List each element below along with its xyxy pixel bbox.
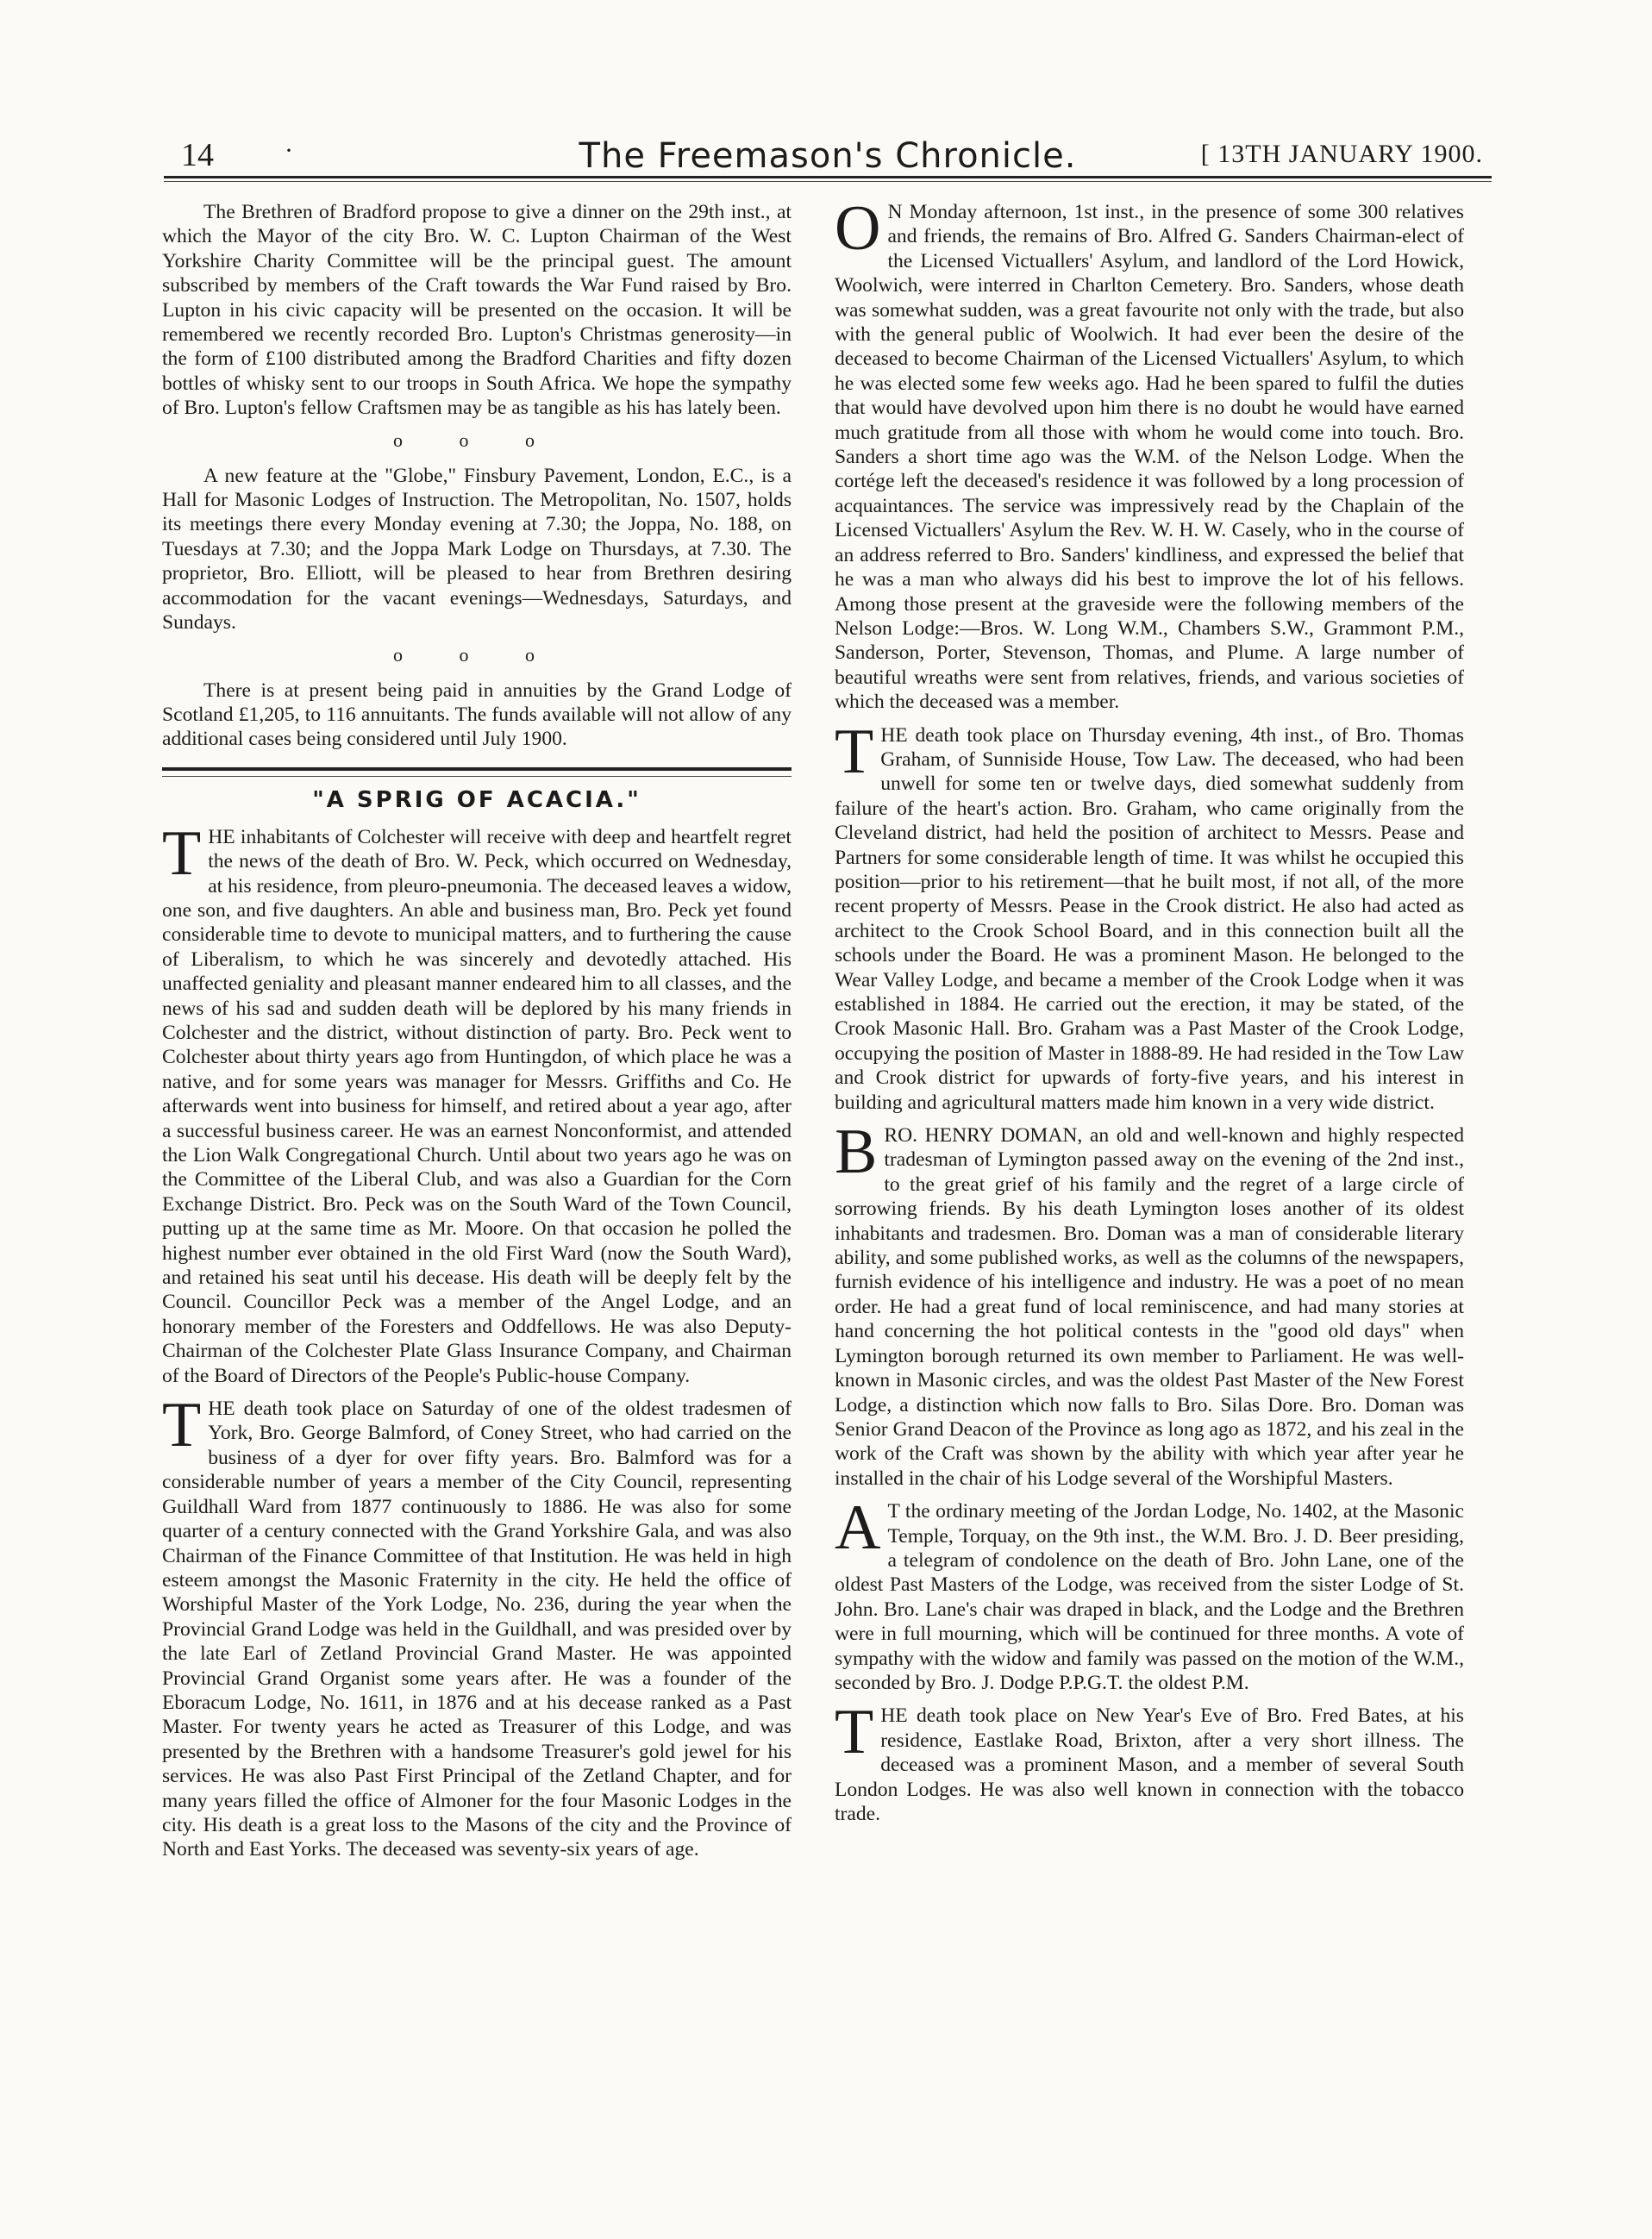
obituary-peck: THE inhabitants of Colchester will receive with deep and heartfelt regret the news of the death of Bro. W. Peck, which occurred on Wednesday, at his residence, from pleuro-pneumonia. The deceased leaves a widow, one son, and five daughters. An able and business man, Bro. Peck yet found considerable time to devote to municipal matters, and to furthering the cause of Liberalism, to which he was sincerely and devotedly attached. His unaffected geniality and pleasant manner endeared him to all classes, and the news of his sad and sudden death will be deplored by his many friends in Colchester and the district, without distinction of party. Bro. Peck went to Colchester about thirty years ago from Huntingdon, of which place he was a native, and for some years was manager for Messrs. Griffiths and Co. He afterwards went into business for himself, and retired about a year ago, after a successful business career. He was an earnest Nonconformist, and attended the Lion Walk Congregational Church. Until about two years ago he was on the Committee of the Liberal Club, and was also a Guardian for the Corn Exchange District. Bro. Peck was on the South Ward of the Town Council, putting up at the same time as Mr. Moore. On that occasion he polled the highest number ever obtained in the old First Ward (now the South Ward), and retained his seat until his decease. His death will be deeply felt by the Council. Councillor Peck was a member of the Angel Lodge, and an honorary member of the Foresters and Oddfellows. He was also Deputy-Chairman of the Colchester Plate Glass Insurance Company, and Chairman of the Board of Directors of the People's Public-house Company. — [162, 817, 792, 1387]
separator-dots: o o o — [393, 428, 560, 451]
page-number: 14 — [181, 137, 214, 173]
header-dot: · — [285, 136, 293, 165]
left-column — [162, 200, 792, 1871]
article-jordan-lodge: AT the ordinary meeting of the Jordan Lodge, No. 1402, at the Masonic Temple, Torquay, on the 9th inst., the W.M. Bro. J. D. Beer presiding, a telegram of condolence on the death of Bro. John Lane, one of the oldest Past Masters of the Lodge, was received from the sister Lodge of St. John. Bro. Lane's chair was draped in black, and the Lodge and the Brethren were in full mourning, which will be continued for three months. A vote of sympathy with the widow and family was passed on the motion of the W.M., seconded by Bro. J. Dodge P.P.G.T. the oldest P.M. — [835, 1492, 1464, 1694]
section-rule-thin — [162, 776, 792, 777]
page-header — [164, 136, 1492, 179]
obituary-doman: BRO. HENRY DOMAN, an old and well-known and highly respected tradesman of Lymington passed away on the evening of the 2nd inst., to the great grief of his family and the regret of a large circle of sorrowing friends. By his death Lymington loses another of its oldest inhabitants and tradesmen. Bro. Doman was a man of considerable literary ability, and some published works, as well as the columns of the newspapers, furnish evidence of his intelligence and industry. He was a poet of no mean order. He had a great fund of local reminiscence, and had many stories at hand concerning the hot political contests in the "good old days" when Lymington borough returned its own member to Parliament. He was well-known in Masonic circles, and was the oldest Past Master of the New Forest Lodge, a distinction which now falls to Bro. Silas Dore. Bro. Doman was Senior Grand Deacon of the Province as long ago as 1872, and his zeal in the work of the Craft was shown by the ability with which year after year he installed in the chair of his Lodge several of the Worshipful Masters. — [835, 1116, 1464, 1490]
obituary-bates: THE death took place on New Year's Eve of Bro. Fred Bates, at his residence, Eastlake Road, Brixton, after a very short illness. The deceased was a prominent Mason, and a member of several South London Lodges. He was also well known in connection with the tobacco trade. — [835, 1697, 1464, 1825]
right-column — [835, 193, 1464, 1835]
section-rule — [162, 767, 792, 771]
header-rule-thin — [164, 181, 1492, 182]
obituary-sanders: ON Monday afternoon, 1st inst., in the presence of some 300 relatives and friends, the remains of Bro. Alfred G. Sanders Chairman-elect of the Licensed Victuallers' Asylum, and landlord of the Lord Howick, Woolwich, were interred in Charlton Cemetery. Bro. Sanders, whose death was somewhat sudden, was a great favourite not only with the trade, but also with the general public of Woolwich. It had ever been the desire of the deceased to become Chairman of the Licensed Victuallers' Asylum, to which he was elected some few weeks ago. Had he been spared to fulfil the duties that would have devolved upon him there is no doubt he would have earned much gratitude from all those with whom he would come into touch. Bro. Sanders a short time ago was the W.M. of the Nelson Lodge. When the cortége left the deceased's residence it was followed by a long procession of acquaintances. The service was impressively read by the Chaplain of the Licensed Victuallers' Asylum the Rev. W. H. W. Casely, who in the course of an address referred to Bro. Sanders' kindliness, and expressed the belief that he was a man who always did his best to improve the lot of his fellows. Among those present at the graveside were the following members of the Nelson Lodge:—Bros. W. Long W.M., Chambers S.W., Grammont P.M., Sanderson, Porter, Stevenson, Thomas, and Plume. A large number of beautiful wreaths were sent from relatives, friends, and various societies of which the deceased was a member. — [835, 193, 1464, 714]
separator-dots: o o o — [393, 643, 560, 666]
issue-date: [ 13TH JANUARY 1900. — [1200, 140, 1483, 168]
article-bradford-dinner: The Brethren of Bradford propose to give a dinner on the 29th inst., at which the Mayor of the city Bro. W. C. Lupton Chairman of the West Yorkshire Charity Committee will be the principal guest. The amount subscribed by members of the Craft towards the War Fund raised by Bro. Lupton in his civic capacity will be presented on the occasion. It will be remembered we recently recorded Bro. Lupton's Christmas generosity—in the form of £100 distributed among the Bradford Charities and fifty dozen bottles of whisky sent to our troops in South Africa. We hope the sympathy of Bro. Lupton's fellow Craftsmen may be as tangible as his has lately been. — [162, 201, 792, 420]
obituary-graham: THE death took place on Thursday evening, 4th inst., of Bro. Thomas Graham, of Sunniside House, Tow Law. The deceased, who had been unwell for some ten or twelve days, died somewhat suddenly from failure of the heart's action. Bro. Graham, who came originally from the Cleveland district, had held the position of architect to Messrs. Pease and Partners for some considerable length of time. It was whilst he occupied this position—prior to his retirement—that he built most, if not all, of the more recent property of Messrs. Pease in the Crook district. He also had acted as architect to the Crook School Board, and in this connection built all the schools under the Board. He was a prominent Mason. He belonged to the Wear Valley Lodge, and became a member of the Crook Lodge when it was established in 1884. He carried out the erection, it may be stated, of the Crook Masonic Hall. Bro. Graham was a Past Master of the Crook Lodge, occupying the position of Master in 1888-89. He had resided in the Tow Law and Crook district for upwards of forty-five years, and his interest in building and agricultural matters made him known in a very wide district. — [835, 716, 1464, 1114]
article-scotland-annuities: There is at present being paid in annuities by the Grand Lodge of Scotland £1,205, to 116 annuitants. The funds available will not allow of any additional cases being considered until July 1900. — [162, 679, 792, 751]
section-title: "A SPRIG OF ACACIA." — [312, 786, 641, 813]
masthead: The Freemason's Chronicle. — [579, 136, 1077, 176]
article-globe-hall: A new feature at the "Globe," Finsbury Pavement, London, E.C., is a Hall for Masonic Lodges of Instruction. The Metropolitan, No. 1507, holds its meetings there every Monday evening at 7.30; the Joppa, No. 188, on Tuesdays at 7.30; and the Joppa Mark Lodge on Thursdays, at 7.30. The proprietor, Bro. Elliott, will be pleased to hear from Brethren desiring accommodation for the vacant evenings—Wednesdays, Saturdays, and Sundays. — [162, 464, 792, 635]
header-rule — [164, 176, 1492, 178]
obituary-balmford: THE death took place on Saturday of one of the oldest tradesmen of York, Bro. George Balmford, of Coney Street, who had carried on the business of a dyer for over fifty years. Bro. Balmford was for a considerable number of years a member of the City Council, representing Guildhall Ward from 1877 continuously to 1886. He was also for some quarter of a century connected with the Grand Yorkshire Gala, and was also Chairman of the Finance Committee of that Institution. He was held in high esteem amongst the Masonic Fraternity in the city. He held the office of Worshipful Master of the York Lodge, No. 236, during the year when the Provincial Grand Lodge was held in the Guildhall, and was presided over by the late Earl of Zetland Provincial Grand Master. He was appointed Provincial Grand Organist some years after. He was a founder of the Eboracum Lodge, No. 1611, in 1876 and at his decease ranked as a Past Master. For twenty years he acted as Treasurer of this Lodge, and was presented by the Brethren with a handsome Treasurer's gold jewel for his services. He was also Past First Principal of the Zetland Chapter, and for many years filled the office of Almoner for the four Masonic Lodges in the city. His death is a great loss to the Masons of the city and the Province of North and East Yorks. The deceased was seventy-six years of age. — [162, 1390, 792, 1861]
